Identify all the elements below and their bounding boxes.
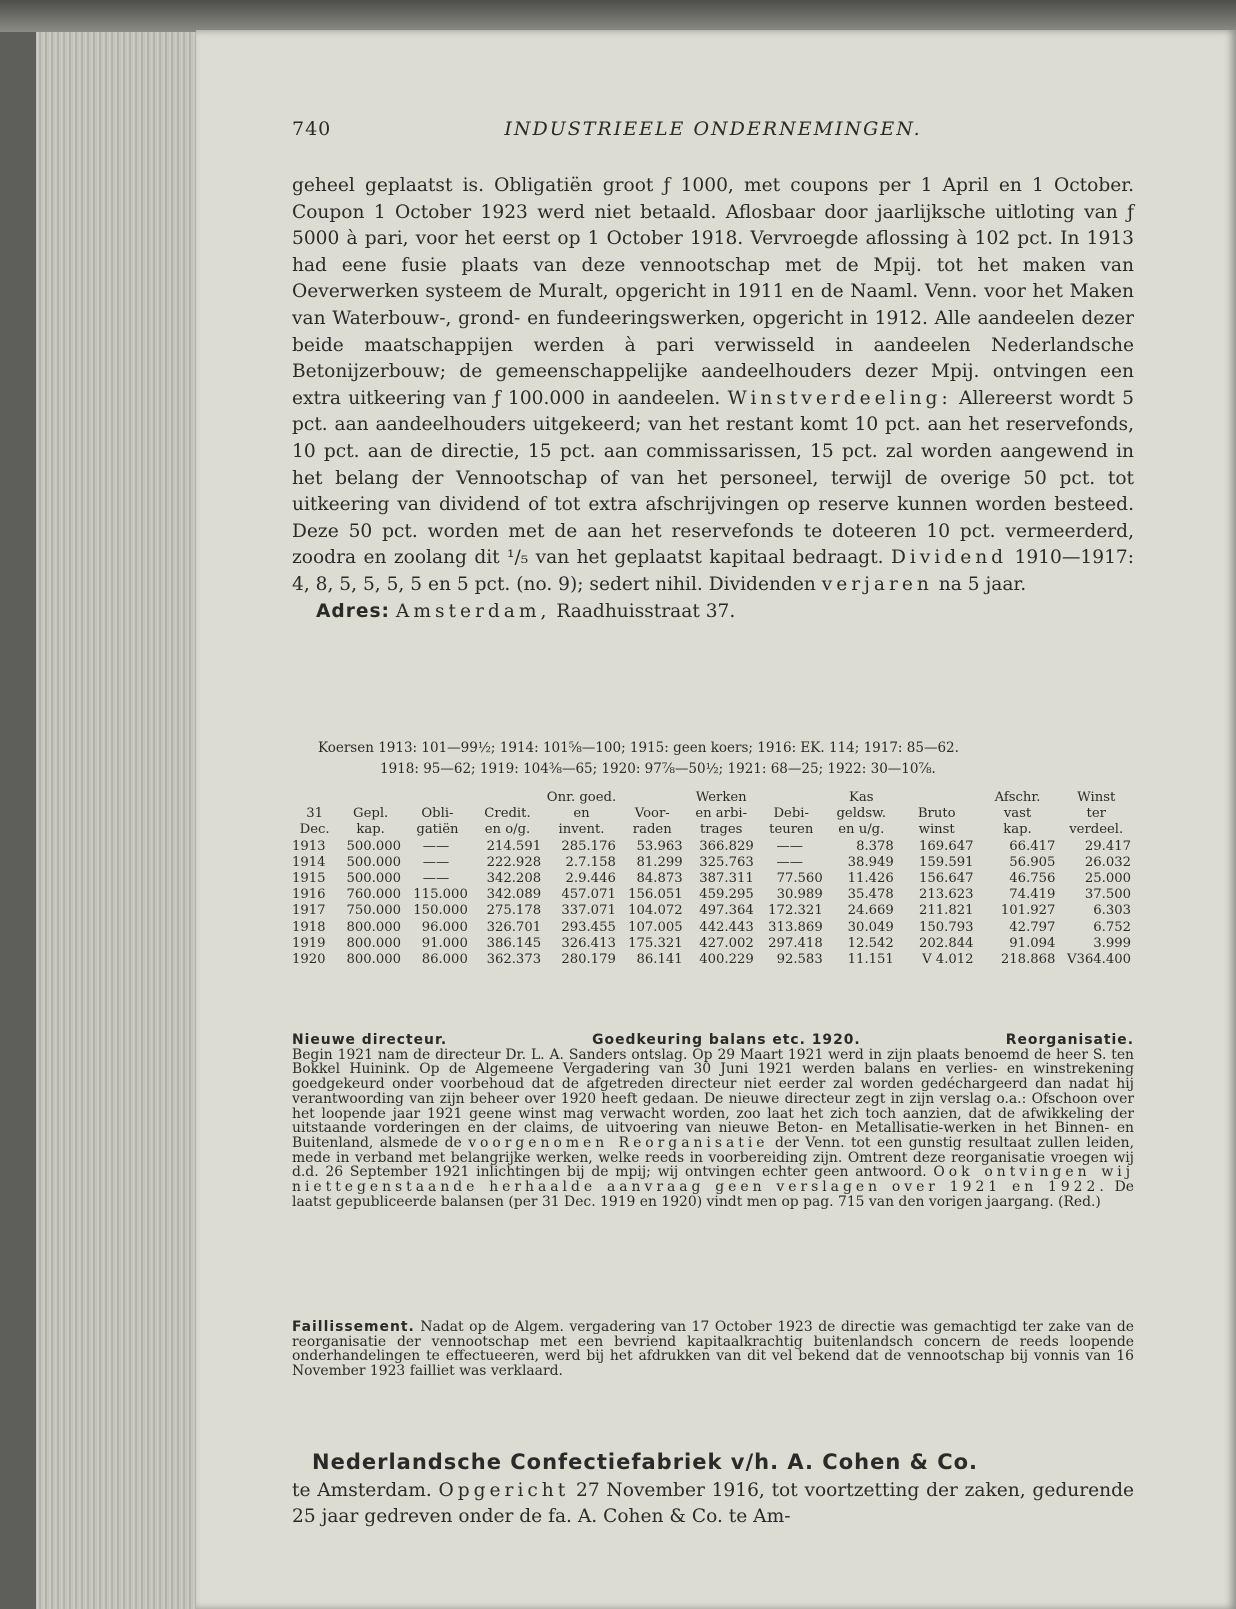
table-cell: 500.000: [346, 854, 402, 870]
table-row: [292, 887, 1134, 903]
table-cell: 30.989: [776, 887, 823, 903]
financial-table-header-row: [292, 790, 1134, 806]
financial-table-header-cell: ter: [1086, 806, 1106, 822]
table-cell: 800.000: [346, 952, 402, 968]
table-cell: 337.071: [561, 903, 616, 919]
table-cell: 35.478: [847, 887, 894, 903]
table-row: [292, 936, 1134, 952]
table-cell: 218.868: [1000, 952, 1056, 968]
table-cell: 86.141: [636, 952, 683, 968]
news-text-3: De laatst gepubliceerde balansen (per 31 Dec. 1919 en 1920) vindt men op pag. 715 van den vorigen jaargang. (Red.): [292, 1179, 1134, 1210]
table-cell: 342.089: [486, 887, 542, 903]
table-cell: 275.178: [486, 903, 542, 919]
table-cell: 211.821: [919, 903, 974, 919]
table-cell: 313.869: [768, 919, 823, 935]
financial-table-header-cell: geldsw.: [836, 806, 887, 822]
table-cell: 497.364: [699, 903, 754, 919]
table-cell: 760.000: [346, 887, 402, 903]
share-prices: [292, 738, 1134, 780]
financial-table-header-cell: kap.: [356, 822, 385, 838]
table-cell: V364.400: [1066, 952, 1131, 968]
company-intro: [292, 1478, 1134, 1530]
table-year-cell: 1919: [292, 935, 326, 951]
table-cell: 150.000: [413, 903, 468, 919]
financial-table-header-cell: Voor-: [634, 806, 670, 822]
table-cell: 6.752: [1093, 919, 1131, 935]
table-cell: 366.829: [699, 838, 754, 854]
table-cell: 427.002: [699, 935, 754, 951]
financial-table-header-cell: [619, 790, 686, 806]
table-cell: 12.542: [847, 935, 894, 951]
winstverdeeling-text: Allereerst wordt 5 pct. aan aandeelhouders uitgekeerd; van het restant komt 10 pct. aan het reservefonds, 10 pct. aan de directie, 15 pct. aan commissarissen, 15 pct. zal worden aangewend in het belang der Vennootschap of van het personeel, terwijl de overige 50 pct. tot uitkeering van dividend of tot extra afschrijvingen op reserve kunnen worden besteed. Deze 50 pct. worden met de aan het reservefonds te doteeren 10 pct. vermeerderd, zoodra en zoolang dit ¹/₅ van het geplaatst kapitaal bedraagt.: [292, 387, 1134, 569]
financial-table-header-cell: trages: [699, 822, 743, 838]
company-name: Nederlandsche Confectiefabriek v/h. A. Cohen & Co.: [312, 1450, 979, 1474]
table-row: [292, 839, 1134, 855]
table-cell: 46.756: [1009, 871, 1056, 887]
financial-table-header-cell: Onr. goed.: [546, 790, 617, 805]
financial-table-header-cell: Werken: [695, 790, 747, 805]
table-cell: 386.145: [486, 935, 542, 951]
table-cell: 26.032: [1084, 854, 1131, 870]
table-cell: 156.051: [628, 887, 683, 903]
bankruptcy-heading: Faillissement.: [292, 1319, 415, 1335]
table-cell: 500.000: [346, 871, 402, 887]
table-cell: 325.763: [699, 854, 754, 870]
verjaren-text: na 5 jaar.: [938, 573, 1027, 595]
financial-table-header-cell: Dec.: [299, 822, 330, 838]
address-label: Adres:: [316, 600, 390, 622]
table-cell: 342.208: [486, 871, 542, 887]
table-cell: ——: [776, 854, 803, 870]
address-city: Amsterdam,: [395, 600, 551, 622]
table-row: [292, 952, 1134, 968]
financial-table-header-row: [292, 806, 1134, 822]
financial-table-header-cell: winst: [918, 822, 955, 838]
table-cell: 156.647: [919, 871, 974, 887]
table-cell: 42.797: [1009, 919, 1056, 935]
table-cell: 2.9.446: [565, 871, 616, 887]
table-cell: 81.299: [636, 854, 683, 870]
financial-table-header-cell: en arbi-: [695, 806, 748, 822]
table-cell: 175.321: [628, 935, 683, 951]
table-cell: 84.873: [636, 871, 683, 887]
share-prices-line-2: 1918: 95—62; 1919: 104⅜—65; 1920: 97⅞—50½; 1921: 68—25; 1922: 30—10⅞.: [380, 761, 936, 777]
table-cell: 24.669: [847, 903, 894, 919]
financial-table-header-cell: Winst: [1077, 790, 1116, 805]
financial-table-header-cell: [404, 790, 471, 806]
table-cell: 77.560: [776, 871, 823, 887]
book-page: [196, 30, 1236, 1609]
table-cell: 86.000: [421, 952, 468, 968]
financial-table-header-cell: Kas: [849, 790, 874, 805]
company-text-2: 27 November 1916, tot voortzetting der zaken, gedurende 25 jaar gedreven onder de fa. A. Cohen & Co. te Am-: [292, 1480, 1134, 1527]
table-cell: 293.455: [561, 919, 616, 935]
running-title: INDUSTRIEELE ONDERNEMINGEN.: [504, 118, 922, 140]
table-cell: 104.072: [628, 903, 683, 919]
top-shadow: [0, 0, 1236, 32]
table-cell: 326.413: [561, 935, 616, 951]
table-cell: 25.000: [1084, 871, 1131, 887]
page-number: 740: [292, 118, 332, 140]
table-year-cell: 1916: [292, 887, 326, 903]
book-spine-shadow: [0, 0, 36, 1609]
table-row: [292, 903, 1134, 919]
table-cell: 800.000: [346, 935, 402, 951]
table-cell: 6.303: [1093, 903, 1131, 919]
table-year-cell: 1914: [292, 854, 326, 870]
news-text-2: der Venn. tot een gunstig resultaat zullen leiden, mede in verband met belangrijke werken, welke reeds in voorbereiding zijn. Omtrent deze reorganisatie vroegen wij d.d. 26 September 1921 inlichtingen bij de mpij; wij ontvingen echter geen antwoord.: [292, 1134, 1134, 1181]
heading-reorganisation: Reorganisatie.: [1005, 1032, 1134, 1048]
table-cell: 66.417: [1009, 838, 1056, 854]
financial-table: [292, 790, 1134, 968]
table-year-cell: 1917: [292, 903, 326, 919]
table-cell: 297.418: [768, 935, 823, 951]
financial-table-header-cell: [757, 790, 826, 806]
financial-table-header-cell: raden: [632, 822, 672, 838]
bankruptcy-paragraph: [292, 1320, 1134, 1379]
table-cell: 53.963: [636, 838, 683, 854]
table-row: [292, 871, 1134, 887]
table-cell: 800.000: [346, 919, 402, 935]
table-cell: 115.000: [413, 887, 468, 903]
table-cell: ——: [422, 871, 450, 887]
table-cell: 442.443: [699, 919, 754, 935]
news-headings: [292, 1033, 1134, 1048]
table-cell: ——: [422, 854, 450, 870]
table-year-cell: 1920: [292, 952, 326, 968]
company-description: [292, 173, 1134, 625]
table-cell: 459.295: [699, 887, 754, 903]
table-cell: 280.179: [561, 952, 616, 968]
table-cell: 38.949: [847, 854, 894, 870]
financial-table-header-cell: Debi-: [773, 806, 809, 822]
company-text-1: te Amsterdam.: [292, 1480, 432, 1501]
table-cell: 91.094: [1009, 935, 1056, 951]
table-cell: 107.005: [628, 919, 683, 935]
financial-table-header-cell: Bruto: [917, 806, 956, 822]
table-cell: 222.928: [486, 854, 542, 870]
financial-table-header-cell: [897, 790, 977, 806]
address-line: [292, 599, 1134, 626]
company-founded-label: Opgericht: [438, 1480, 570, 1501]
paragraph-history: [292, 173, 1134, 599]
table-cell: 11.151: [847, 952, 894, 968]
heading-approval: Goedkeuring balans etc. 1920.: [592, 1032, 861, 1048]
table-cell: 387.311: [699, 871, 754, 887]
table-cell: 37.500: [1084, 887, 1131, 903]
financial-table-header: [292, 790, 1134, 839]
table-cell: ——: [776, 838, 803, 854]
financial-table-header-cell: en u/g.: [838, 822, 885, 838]
financial-table-body: [292, 839, 1134, 969]
address-street: Raadhuisstraat 37.: [556, 600, 736, 622]
financial-table-header-cell: Obli-: [421, 806, 454, 822]
financial-table-header-cell: [471, 790, 544, 806]
table-cell: 214.591: [486, 838, 542, 854]
financial-table-header-row: [292, 822, 1134, 838]
table-cell: 56.905: [1009, 854, 1056, 870]
table-cell: 2.7.158: [565, 854, 616, 870]
table-cell: 91.000: [421, 935, 468, 951]
bankruptcy-text: Nadat op de Algem. vergadering van 17 October 1923 de directie was gemachtigd ter zake van de reorganisatie der vennootschap met een bevriend kapitaalkrachtig buitenlandsch concern de reeds loopende onderhandelingen te effectueeren, werd bij het afdrukken van dit vel bekend dat de vennootschap bij vonnis van 16 November 1923 failliet was verklaard.: [292, 1319, 1134, 1380]
dividend-label: Dividend: [891, 547, 1008, 569]
winstverdeeling-label: Winstverdeeling:: [727, 387, 952, 409]
financial-table-header-cell: Gepl.: [353, 806, 389, 822]
financial-table-header-cell: gatiën: [416, 822, 459, 838]
table-cell: ——: [422, 838, 450, 854]
table-cell: 96.000: [421, 919, 468, 935]
table-cell: 11.426: [847, 871, 894, 887]
table-year-cell: 1918: [292, 919, 326, 935]
news-text-1: Begin 1921 nam de directeur Dr. L. A. Sanders ontslag. Op 29 Maart 1921 werd in zijn plaats benoemd de heer S. ten Bokkel Huinink. Op de Algemeene Vergadering van 30 Juni 1921 werden balans en verlies- en winstrekening goedgekeurd onder voorbehoud dat de afgetreden directeur niet eerder zal worden gedéchargeerd dan nadat hij verantwoording van zijn beheer over 1920 heeft gedaan. De nieuwe directeur zegt in zijn verslag o.a.: Ofschoon over het loopende jaar 1921 geene winst mag verwacht worden, zoo laat het zich toch aanzien, dat de afwikkeling der uitstaande vorderingen en der claims, de uitvoering van nieuwe Beton- en Metallisatie-werken in het Binnen- en Buitenland, alsmede de: [292, 1046, 1134, 1151]
table-cell: 400.229: [699, 952, 754, 968]
news-section: [292, 1033, 1134, 1209]
table-cell: 326.701: [486, 919, 542, 935]
financial-table-header-cell: kap.: [1003, 822, 1032, 838]
financial-table-header-cell: [337, 790, 404, 806]
financial-table-header-cell: Afschr.: [994, 790, 1041, 805]
table-cell: 92.583: [776, 952, 823, 968]
table-cell: 500.000: [346, 838, 402, 854]
table-row: [292, 920, 1134, 936]
share-prices-line-1: Koersen 1913: 101—99½; 1914: 101⅝—100; 1915: geen koers; 1916: EK. 114; 1917: 85—62.: [318, 740, 959, 756]
table-year-cell: 1913: [292, 838, 326, 854]
dividend-text: 1910—1917: 4, 8, 5, 5, 5, 5 en 5 pct. (no. 9); sedert nihil. Dividenden: [292, 547, 1134, 595]
table-cell: 362.373: [486, 952, 542, 968]
financial-table-header-cell: 31: [306, 806, 324, 822]
paragraph-history-text: geheel geplaatst is. Obligatiën groot ƒ 1000, met coupons per 1 April en 1 October. Coupon 1 October 1923 werd niet betaald. Aflosbaar door jaarlijksche uitloting van ƒ 5000 à pari, voor het eerst op 1 October 1918. Vervroegde aflossing à 102 pct. In 1913 had eene fusie plaats van deze vennootschap met de Mpij. tot het maken van Oeverwerken systeem de Muralt, opgericht in 1911 en de Naaml. Venn. voor het Maken van Waterbouw-, grond- en fundeeringswerken, opgericht in 1912. Alle aandeelen dezer beide maatschappijen werden à pari verwisseld in aandeelen Nederlandsche Betonijzerbouw; de gemeenschappelijke aandeelhouders dezer Mpij. ontvingen een extra uitkeering van ƒ 100.000 in aandeelen.: [292, 175, 1134, 409]
table-year-cell: 1915: [292, 871, 326, 887]
table-cell: 150.793: [919, 919, 974, 935]
table-cell: 457.071: [561, 887, 616, 903]
table-cell: 285.176: [561, 838, 616, 854]
table-cell: 169.647: [919, 838, 974, 854]
table-cell: 8.378: [856, 838, 894, 854]
news-paragraph: [292, 1048, 1134, 1210]
table-cell: 750.000: [346, 903, 402, 919]
news-spaced-1: voorgenomen Reorganisatie: [468, 1134, 769, 1151]
financial-table-header-cell: invent.: [558, 822, 605, 838]
table-cell: 202.844: [919, 935, 974, 951]
running-head: [292, 118, 1134, 144]
table-cell: 101.927: [1000, 903, 1056, 919]
table-cell: 172.321: [768, 903, 823, 919]
table-cell: 74.419: [1009, 887, 1056, 903]
financial-table-header-cell: verdeel.: [1069, 822, 1124, 838]
table-cell: 29.417: [1084, 838, 1131, 854]
financial-table-header-cell: teuren: [769, 822, 814, 838]
table-row: [292, 855, 1134, 871]
bankruptcy-section: [292, 1320, 1134, 1379]
news-spaced-2: Ook ontvingen wij niettegenstaande herhaalde aanvraag geen verslagen over 1921 en 1922.: [292, 1164, 1134, 1196]
next-company-entry: [292, 1450, 1134, 1530]
financial-table-header-cell: [292, 790, 337, 806]
financial-table-header-cell: Credit.: [484, 806, 531, 822]
financial-table-header-cell: en: [573, 806, 590, 822]
verjaren-label: verjaren: [821, 573, 933, 595]
table-cell: 3.999: [1093, 935, 1131, 951]
financial-table-header-cell: vast: [1003, 806, 1032, 822]
heading-new-director: Nieuwe directeur.: [292, 1032, 448, 1048]
table-cell: V 4.012: [922, 952, 974, 968]
table-cell: 213.623: [919, 887, 974, 903]
table-cell: 159.591: [919, 854, 974, 870]
financial-table-header-cell: en o/g.: [484, 822, 531, 838]
table-cell: 30.049: [847, 919, 894, 935]
